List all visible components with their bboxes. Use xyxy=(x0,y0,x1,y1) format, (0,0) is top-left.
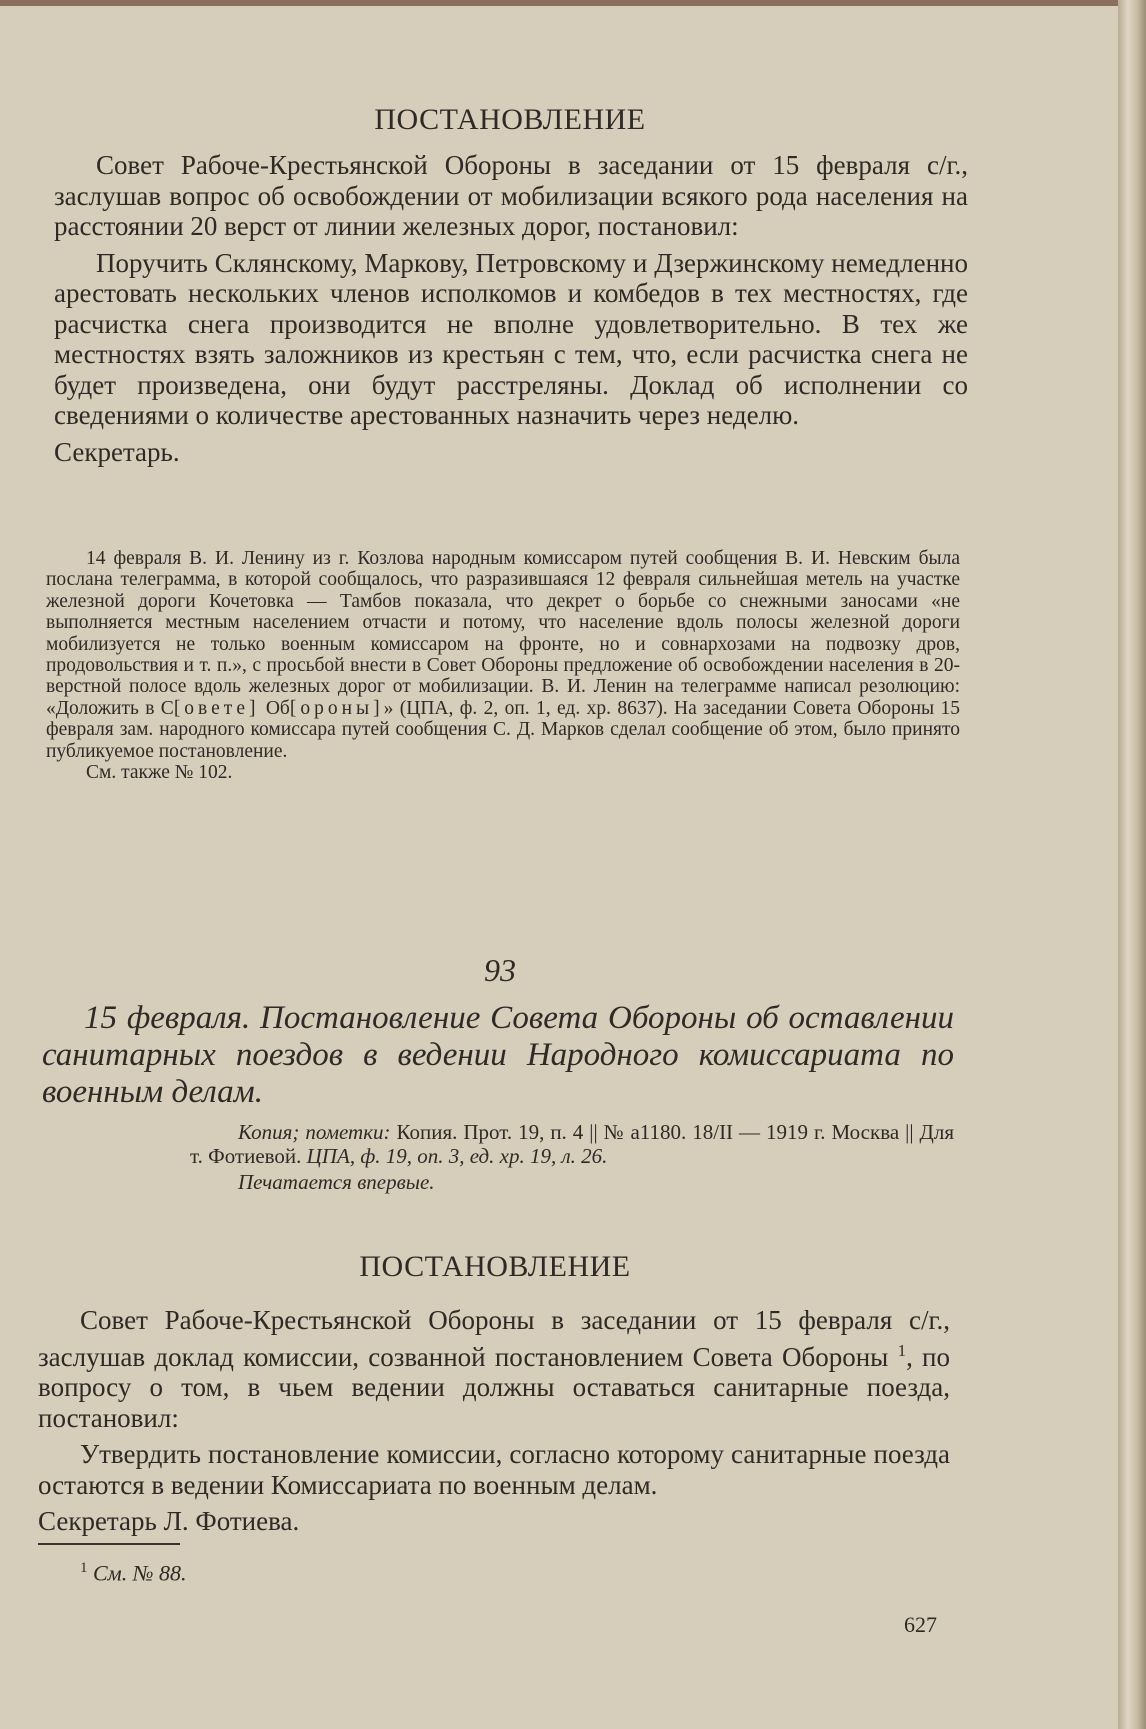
doc1-editorial-note xyxy=(46,548,960,783)
doc1-see-also: См. также № 102. xyxy=(86,762,233,784)
doc2-title: 15 февраля. Постановление Совета Обороны об оставлении санитарных поездов в ведении Народного комиссариата по военным делам. xyxy=(42,1000,954,1110)
doc2-title-block xyxy=(42,1000,954,1111)
doc1-signature: Секретарь. xyxy=(54,436,180,467)
doc2-paragraph-1: Совет Рабоче-Крестьянской Обороны в заседании от 15 февраля с/г., заслушав доклад комиссии, созванной постановлением Совета Обороны $^1$, по вопросу о том, в чьем ведении должны оставаться санитарные поезда, постановил: xyxy=(38,1305,950,1433)
doc1-paragraph-1: Совет Рабоче-Крестьянской Обороны в заседании от 15 февраля с/г., заслушав вопрос об освобождении от мобилизации всякого рода населения на расстоянии 20 верст от линии железных дорог, постановил: xyxy=(54,150,968,241)
doc2-paragraph-2: Утвердить постановление комиссии, согласно которому санитарные поезда остаются в ведении Комиссариата по военным делам. xyxy=(38,1439,950,1500)
footnote-divider xyxy=(38,1543,180,1545)
doc2-number: 93 xyxy=(484,952,516,988)
footnote-text: См. № 88. xyxy=(93,1560,187,1586)
book-spine xyxy=(1118,0,1146,1729)
footnote-mark: 1 xyxy=(80,1560,88,1576)
doc2-source-block xyxy=(190,1120,954,1194)
doc2-signature: Секретарь Л. Фотиева. xyxy=(38,1506,300,1536)
page-top-edge xyxy=(0,0,1146,6)
footnote-reference: 1 xyxy=(897,1340,907,1360)
note-bracket-oborony: [ороны] xyxy=(289,697,384,719)
note-bracket-sovete: [овете] xyxy=(173,697,260,719)
doc2-heading: ПОСТАНОВЛЕНИЕ xyxy=(359,1250,631,1283)
doc1-note-text: 14 февраля В. И. Ленину из г. Козлова народным комиссаром путей сообщения В. И. Невским была послана телеграмма, в которой сообщалось, что разразившаяся 12 февраля сильнейшая метель на участке железной дороги Кочетовка — Тамбов показала, что декрет о борьбе со снежными заносами «не выполняется местным населением отчасти и потому, что население вдоль полосы железной дороги мобилизуется не только военным комиссаром на фронте, но и совнархозами на подвозку дров, продовольствия и т. п.», с просьбой внести в Совет Обороны предложение об освобождении населения в 20-верстной полосе вдоль железных дорог от мобилизации. В. И. Ленин на телеграмме написал резолюцию: «Доложить в С[овете] Об[ороны]» (ЦПА, ф. 2, оп. 1, ед. хр. 8637). На заседании Совета Обороны 15 февраля зам. народного комиссара путей сообщения С. Д. Марков сделал сообщение об этом, было принято публикуемое постановление. xyxy=(46,548,960,762)
footnote xyxy=(80,1560,186,1586)
doc2-source: Копия; пометки: Копия. Прот. 19, п. 4 || № а1180. 18/II — 1919 г. Москва || Для т. Фотиевой. ЦПА, ф. 19, оп. 3, ед. хр. 19, л. 26. xyxy=(190,1120,955,1168)
doc1-body xyxy=(54,150,968,467)
doc1-heading: ПОСТАНОВЛЕНИЕ xyxy=(374,103,646,136)
doc2-body xyxy=(38,1305,950,1537)
doc1-paragraph-2: Поручить Склянскому, Маркову, Петровскому и Дзержинскому немедленно арестовать нескольких членов исполкомов и комбедов в тех местностях, где расчистка снега производится не вполне удовлетворительно. В тех же местностях взять заложников из крестьян с тем, что, если расчистка снега не будет произведена, они будут расстреляны. Доклад об исполнении со сведениями о количестве арестованных назначить через неделю. xyxy=(54,247,968,430)
doc2-publication-note: Печатается впервые. xyxy=(238,1170,435,1194)
page-number: 627 xyxy=(904,1612,937,1637)
